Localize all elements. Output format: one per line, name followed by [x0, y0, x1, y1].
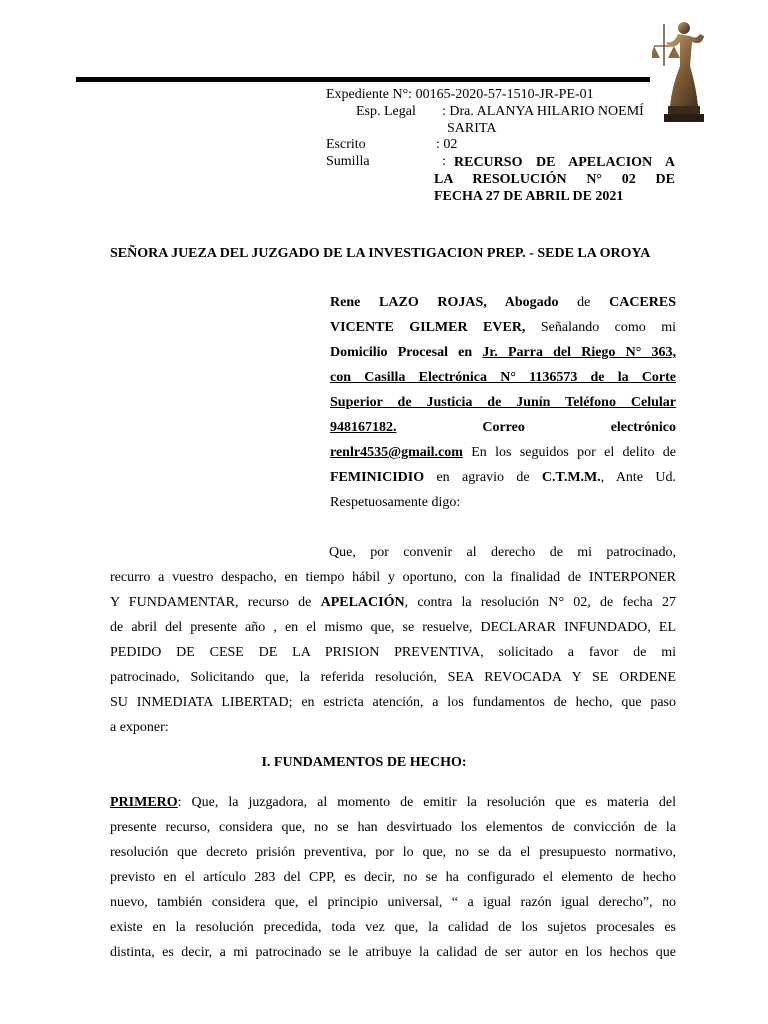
address-text: Jr. Parra del Riego N° 363, [482, 345, 676, 360]
escrito-label: Escrito [326, 137, 366, 152]
sumilla-line: FECHA 27 DE ABRIL DE 2021 [434, 189, 624, 204]
paragraph-primero: PRIMERO: Que, la juzgadora, al momento de emitir la resolución que es materia del presente recurso, considera que, no se han desvirtuado los elementos de convicción de la resolución que decreto prisión preventiva, por lo que, no se da el presupuesto normativo, previsto en el artículo 283 del CPP, es decir, no se ha configurado el elemento de hecho nuevo, también considera que, el principio universal, “ a igual razón igual derecho”, no existe en la resolución precedida, toda vez que, la calidad de los sujetos procesales es distinta, es decir, a mi patrocinado se le atribuye la calidad de ser autor en los hechos que [110, 795, 676, 960]
sumilla-line: RECURSO DE APELACION A [454, 155, 675, 170]
escrito-value: : 02 [436, 137, 458, 152]
header-rule [76, 77, 650, 82]
lady-justice-logo [652, 6, 714, 124]
section-heading: I. FUNDAMENTOS DE HECHO: [261, 755, 467, 770]
esp-legal-value-cont: SARITA [447, 121, 497, 136]
expediente-label: Expediente N°: [326, 87, 413, 102]
paragraph-interpose: Que, por convenir al derecho de mi patrocinado, recurro a vuestro despacho, en tiempo hábil y oportuno, con la finalidad de INTERPONER Y FUNDAMENTAR, recurso de APELACIÓN, contra la resolución N° 02, de fecha 27 de abril del presente año , en el mismo que, se resuelve, DECLARAR INFUNDADO, EL PEDIDO DE CESE DE LA PRISION PREVENTIVA, solicitado a favor de mi patrocinado, Solicitando que, la referida resolución, SEA REVOCADA Y SE ORDENE SU INMEDIATA LIBERTAD; en estricta atención, a los fundamentos de hecho, que paso a exponer: [110, 545, 676, 735]
sumilla-colon: : [442, 154, 446, 169]
intro-paragraph: Rene LAZO ROJAS, Abogado de CACERES VICENTE GILMER EVER, Señalando como mi Domicilio Procesal en Jr. Parra del Riego N° 363, con Casilla Electrónica N° 1136573 de la Corte Superior de Justicia de Junín Teléfono Celular 948167182. Correo electrónico renlr4535@gmail.com En los seguidos por el delito de FEMINICIDIO en agravio de C.T.M.M., Ante Ud. Respetuosamente digo: [330, 295, 676, 510]
expediente-value: 00165-2020-57-1510-JR-PE-01 [415, 87, 594, 102]
sumilla-text [434, 154, 675, 205]
expediente-line [326, 87, 594, 103]
primero-label: PRIMERO [110, 795, 178, 810]
esp-legal-value: : Dra. ALANYA HILARIO NOEMÍ [442, 104, 644, 119]
sumilla-label: Sumilla [326, 154, 370, 169]
addressee: SEÑORA JUEZA DEL JUZGADO DE LA INVESTIGACION PREP. - SEDE LA OROYA [110, 246, 651, 261]
sumilla-line: LA RESOLUCIÓN N° 02 DE [434, 172, 675, 187]
email-link[interactable]: renlr4535@gmail.com [330, 445, 463, 460]
esp-legal-label: Esp. Legal [356, 104, 416, 119]
